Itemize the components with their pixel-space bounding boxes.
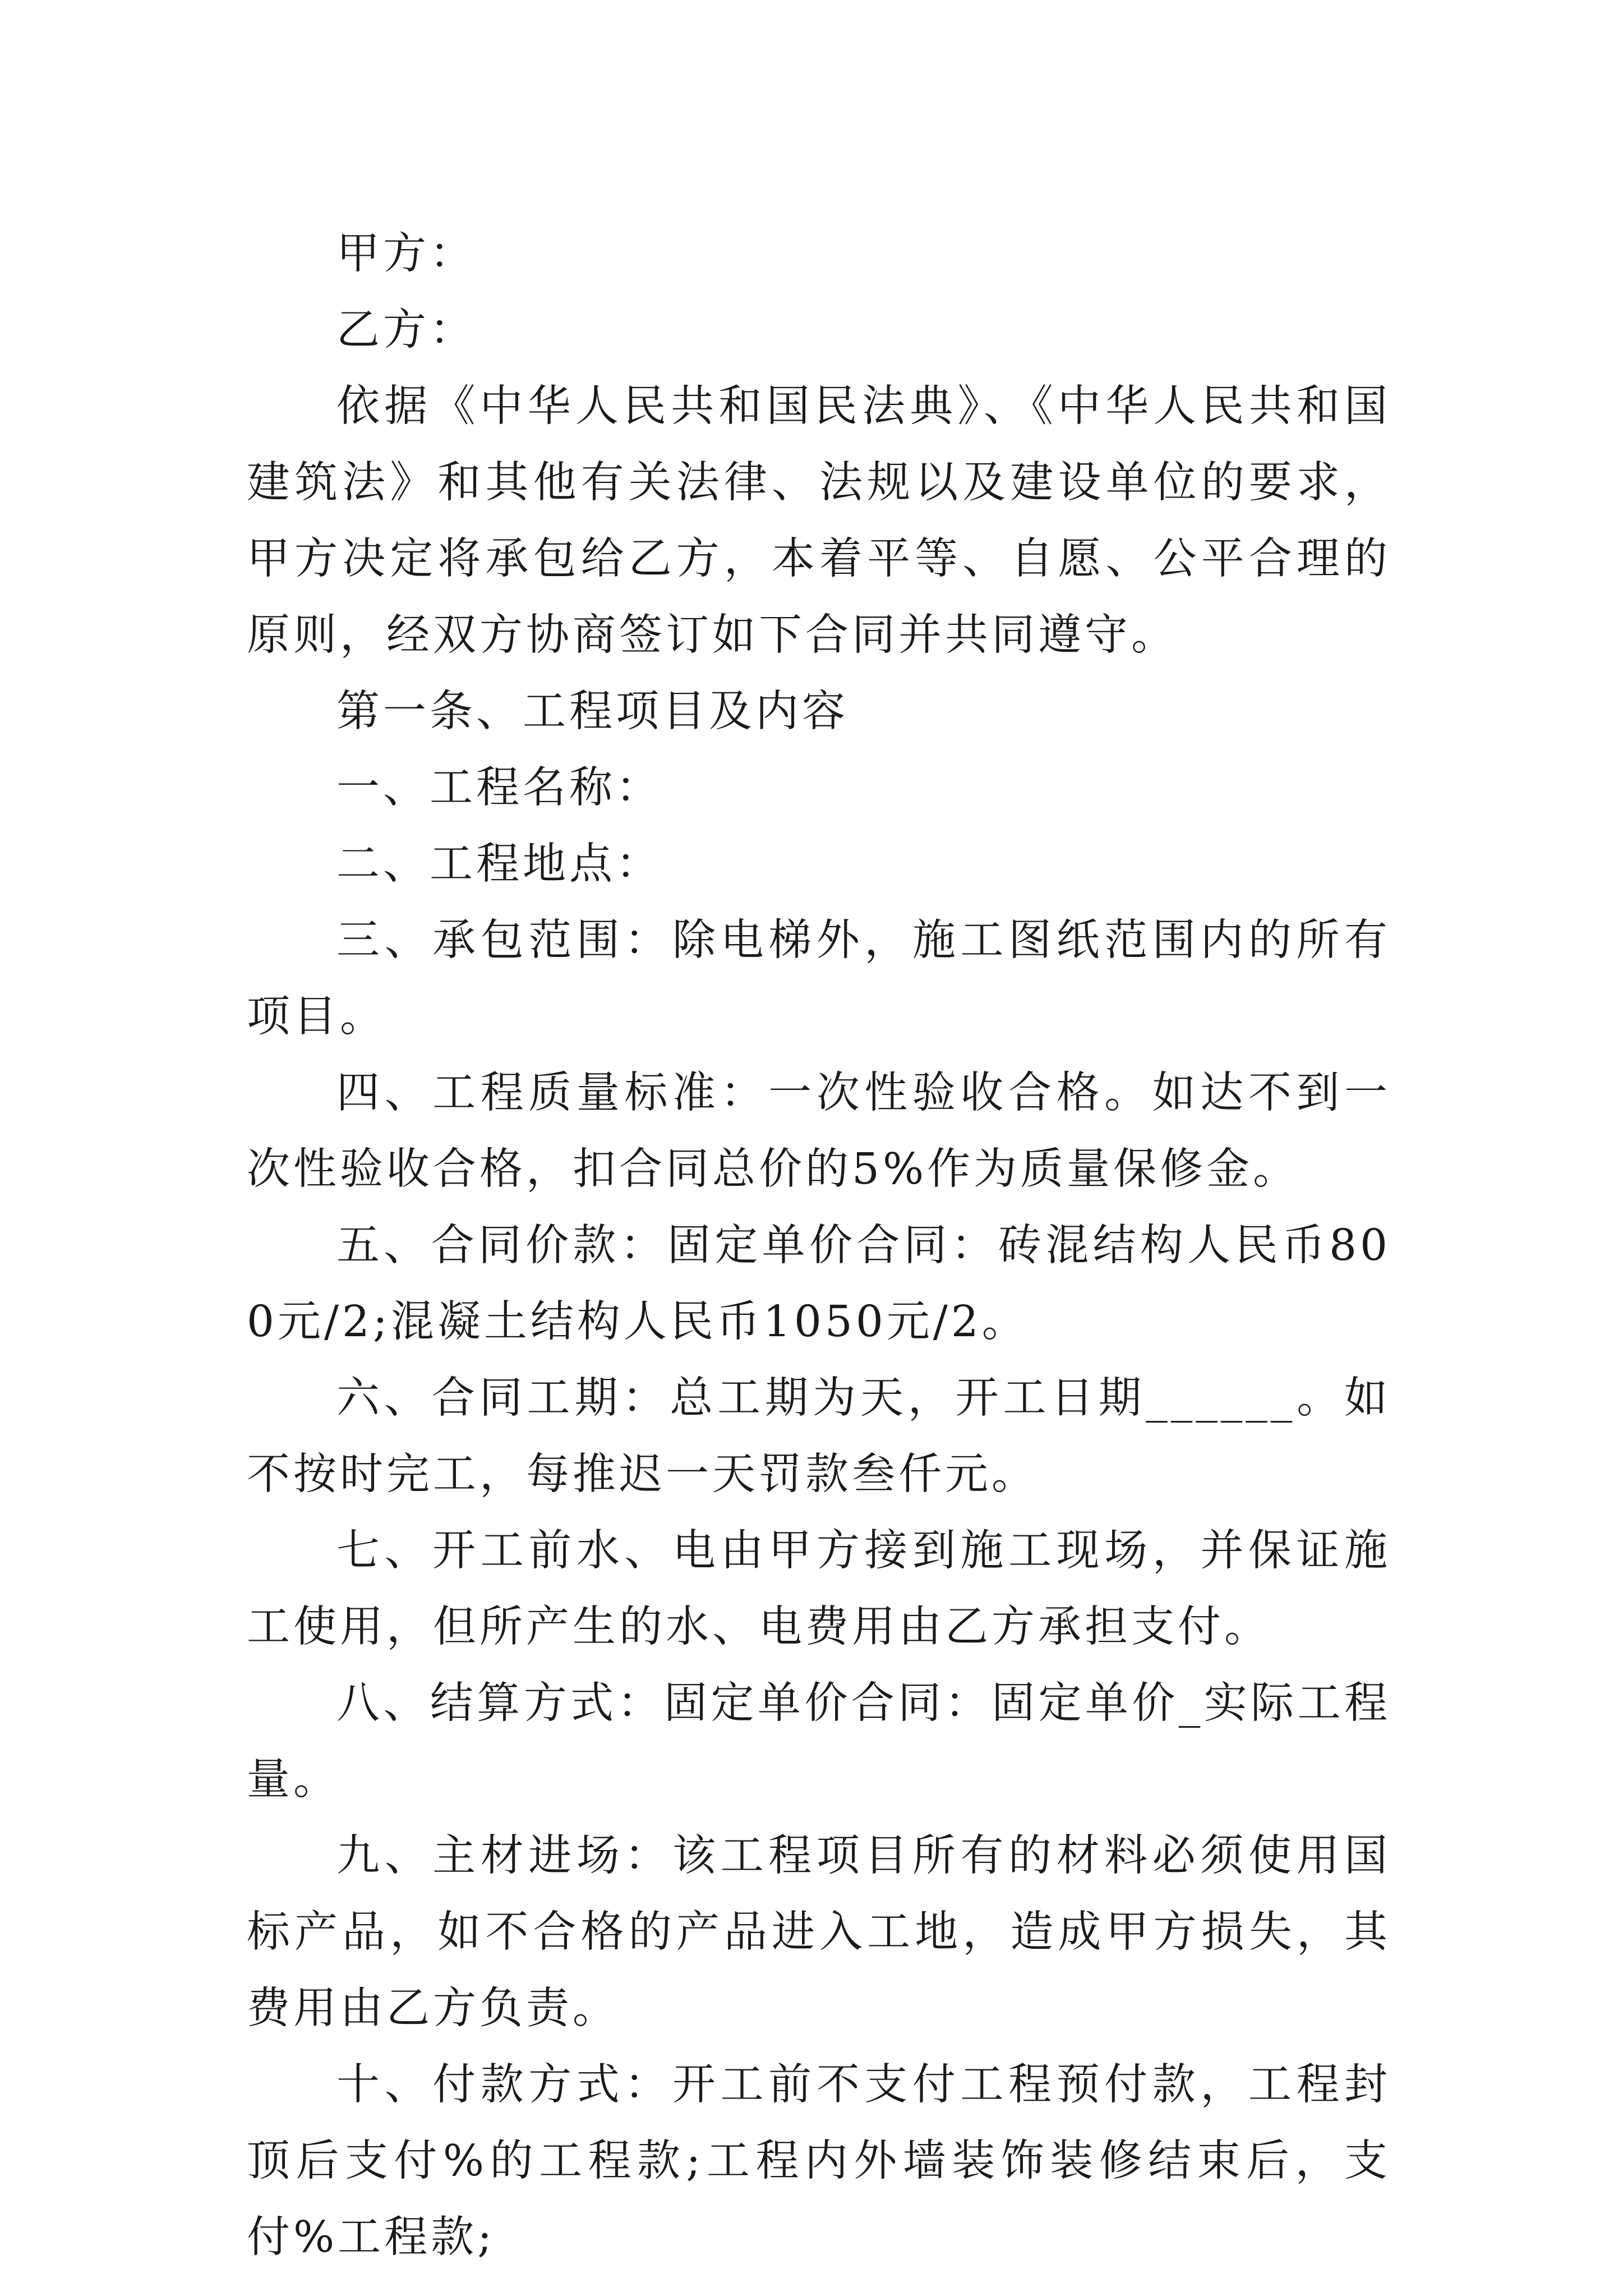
clause-utilities: 七、开工前水、电由甲方接到施工现场，并保证施工使用，但所产生的水、电费用由乙方承担支付。 <box>247 1526 1391 1652</box>
clause-payment: 十、付款方式：开工前不支付工程预付款，工程封顶后支付%的工程款;工程内外墙装饰装修结束后，支付%工程款; <box>247 2060 1391 2262</box>
clause-contract-price: 五、合同价款：固定单价合同：砖混结构人民币800元/2;混凝土结构人民币1050元/2。 <box>247 1221 1391 1347</box>
clause-contract-scope: 三、承包范围：除电梯外，施工图纸范围内的所有项目。 <box>247 915 1391 1042</box>
clause-materials: 九、主材进场：该工程项目所有的材料必须使用国标产品，如不合格的产品进入工地，造成甲方损失，其费用由乙方负责。 <box>247 1831 1391 2033</box>
document-body <box>247 216 1391 2276</box>
preamble-paragraph: 依据《中华人民共和国民法典》、《中华人民共和国建筑法》和其他有关法律、法规以及建设单位的要求，甲方决定将承包给乙方，本着平等、自愿、公平合理的原则，经双方协商签订如下合同并共同遵守。 <box>247 381 1391 660</box>
clause-project-name: 一、工程名称： <box>336 763 662 813</box>
party-a-line: 甲方： <box>336 229 476 279</box>
clause-settlement: 八、结算方式：固定单价合同：固定单价_实际工程量。 <box>247 1678 1391 1805</box>
clause-quality-standard: 四、工程质量标准：一次性验收合格。如达不到一次性验收合格，扣合同总价的5%作为质量保修金。 <box>247 1068 1391 1194</box>
clause-contract-period: 六、合同工期：总工期为天，开工日期______。如不按时完工，每推迟一天罚款叁仟元。 <box>247 1373 1391 1499</box>
clause-project-location: 二、工程地点： <box>336 839 662 889</box>
article-one-heading: 第一条、工程项目及内容 <box>336 687 849 737</box>
party-b-line: 乙方： <box>336 305 476 355</box>
